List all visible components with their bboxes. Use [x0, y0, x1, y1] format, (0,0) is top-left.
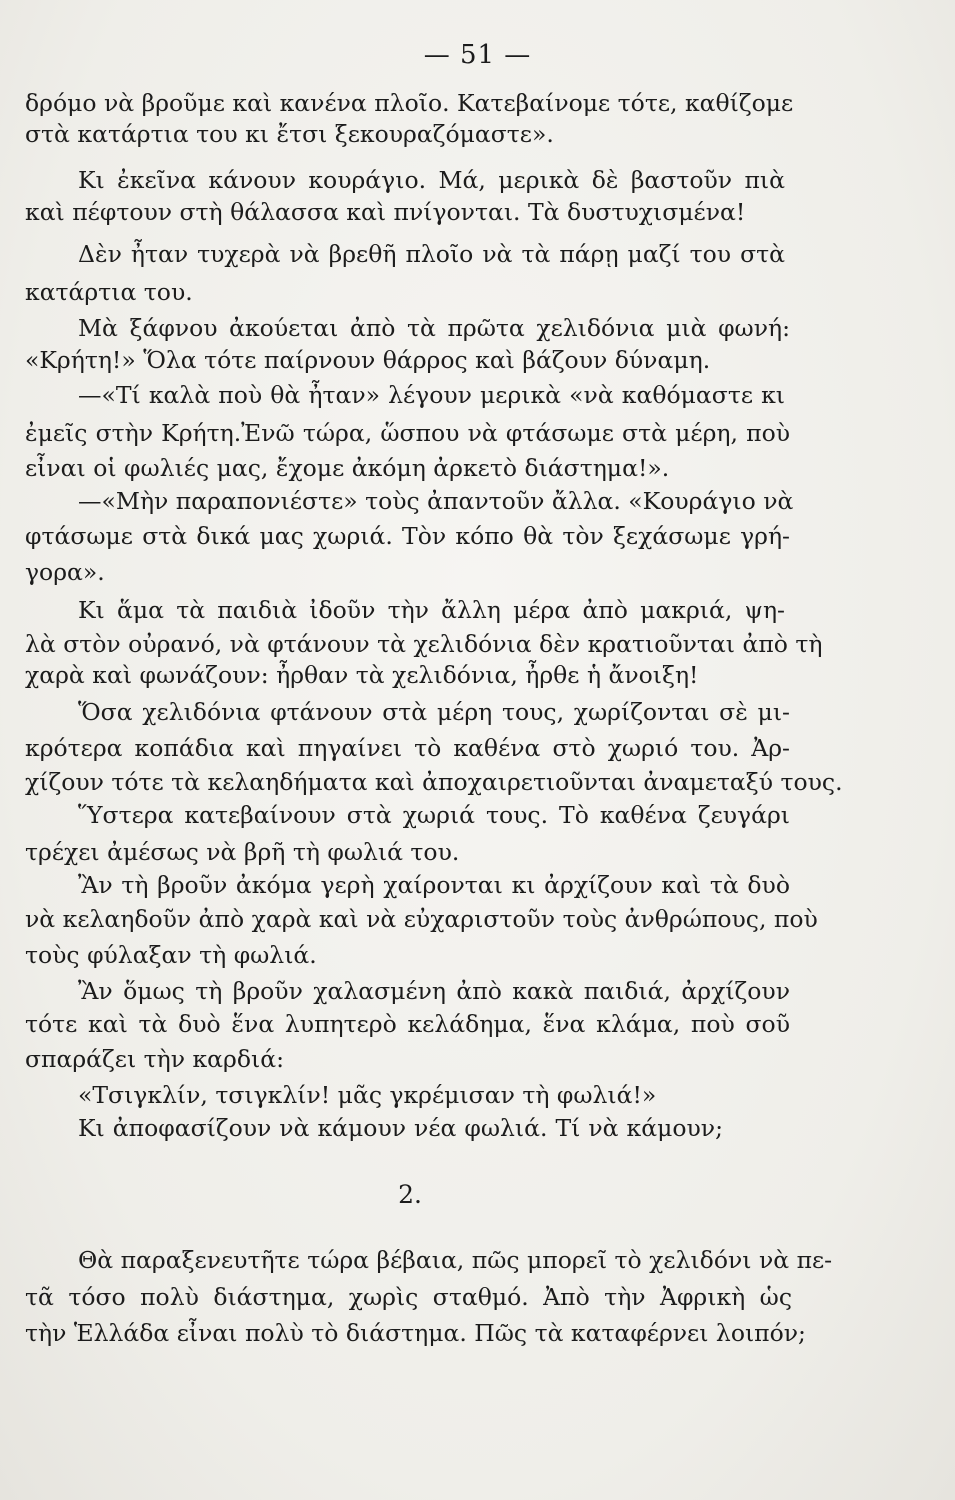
text-line: Κι ἅμα τὰ παιδιὰ ἰδοῦν τὴν ἄλλη μέρα ἀπὸ μακριά, ψη-: [78, 596, 785, 624]
text-line: τότε καὶ τὰ δυὸ ἕνα λυπητερὸ κελάδημα, ἕνα κλάμα, ποὺ σοῦ: [25, 1010, 790, 1038]
text-line: Ὅσα χελιδόνια φτάνουν στὰ μέρη τους, χωρίζονται σὲ μι-: [78, 698, 790, 726]
text-line: γορα».: [25, 558, 105, 586]
text-line: —«Μὴν παραπονιέστε» τοὺς ἀπαντοῦν ἄλλα. «Κουράγιο νὰ: [78, 487, 794, 515]
text-line: χίζουν τότε τὰ κελαηδήματα καὶ ἀποχαιρετιοῦνται ἀναμεταξύ τους.: [25, 768, 843, 796]
text-line: κρότερα κοπάδια καὶ πηγαίνει τὸ καθένα στὸ χωριό του. Ἀρ-: [25, 734, 790, 762]
text-line: Ἂν ὅμως τὴ βροῦν χαλασμένη ἀπὸ κακὰ παιδιά, ἀρχίζουν: [78, 977, 790, 1005]
text-line: Ἂν τὴ βροῦν ἀκόμα γερὴ χαίρονται κι ἀρχίζουν καὶ τὰ δυὸ: [78, 871, 790, 899]
text-line: «Κρήτη!» Ὅλα τότε παίρνουν θάρρος καὶ βάζουν δύναμη.: [25, 346, 711, 374]
section-number: 2.: [398, 1180, 422, 1209]
text-line: καὶ πέφτουν στὴ θάλασσα καὶ πνίγονται. Τὰ δυστυχισμένα!: [25, 198, 746, 226]
text-line: «Τσιγκλίν, τσιγκλίν! μᾶς γκρέμισαν τὴ φωλιά!»: [78, 1081, 657, 1109]
text-line: δρόμο νὰ βροῦμε καὶ κανένα πλοῖο. Κατεβαίνομε τότε, καθίζομε: [25, 89, 794, 117]
text-line: Ὕστερα κατεβαίνουν στὰ χωριά τους. Τὸ καθένα ζευγάρι: [78, 801, 790, 829]
text-line: τοὺς φύλαξαν τὴ φωλιά.: [25, 941, 317, 969]
text-line: φτάσωμε στὰ δικά μας χωριά. Τὸν κόπο θὰ τὸν ξεχάσωμε γρή-: [25, 522, 790, 550]
text-line: κατάρτια του.: [25, 278, 193, 306]
text-line: Θὰ παραξενευτῆτε τώρα βέβαια, πῶς μπορεῖ τὸ χελιδόνι νὰ πε-: [78, 1246, 833, 1274]
text-line: νὰ κελαηδοῦν ἀπὸ χαρὰ καὶ νὰ εὐχαριστοῦν τοὺς ἀνθρώπους, ποὺ: [25, 905, 818, 933]
text-line: εἶναι οἱ φωλιές μας, ἔχομε ἀκόμη ἀρκετὸ διάστημα!».: [25, 454, 670, 482]
text-line: λὰ στὸν οὐρανό, νὰ φτάνουν τὰ χελιδόνια δὲν κρατιοῦνται ἀπὸ τὴ: [25, 630, 823, 658]
page-number: — 51 —: [423, 40, 532, 70]
text-line: Κι ἐκεῖνα κάνουν κουράγιο. Μά, μερικὰ δὲ βαστοῦν πιὰ: [78, 166, 785, 194]
text-line: στὰ κατάρτια του κι ἔτσι ξεκουραζόμαστε».: [25, 120, 554, 148]
text-line: Κι ἀποφασίζουν νὰ κάμουν νέα φωλιά. Τί νὰ κάμουν;: [78, 1114, 723, 1142]
text-line: τὴν Ἑλλάδα εἶναι πολὺ τὸ διάστημα. Πῶς τὰ καταφέρνει λοιπόν;: [25, 1319, 806, 1347]
text-line: Μὰ ξάφνου ἀκούεται ἀπὸ τὰ πρῶτα χελιδόνια μιὰ φωνή:: [78, 314, 790, 342]
text-line: Δὲν ἦταν τυχερὰ νὰ βρεθῆ πλοῖο νὰ τὰ πάρῃ μαζί του στὰ: [78, 240, 785, 268]
text-line: ἐμεῖς στὴν Κρήτη.Ἐνῶ τώρα, ὥσπου νὰ φτάσωμε στὰ μέρη, ποὺ: [25, 419, 790, 447]
text-line: τᾶ τόσο πολὺ διάστημα, χωρὶς σταθμό. Ἀπὸ τὴν Ἀφρικὴ ὡς: [25, 1283, 792, 1311]
text-line: σπαράζει τὴν καρδιά:: [25, 1045, 284, 1073]
text-line: —«Τί καλὰ ποὺ θὰ ἦταν» λέγουν μερικὰ «νὰ καθόμαστε κι: [78, 381, 785, 409]
text-line: τρέχει ἀμέσως νὰ βρῆ τὴ φωλιά του.: [25, 838, 460, 866]
text-line: χαρὰ καὶ φωνάζουν: ἦρθαν τὰ χελιδόνια, ἦρθε ἡ ἄνοιξη!: [25, 661, 699, 689]
